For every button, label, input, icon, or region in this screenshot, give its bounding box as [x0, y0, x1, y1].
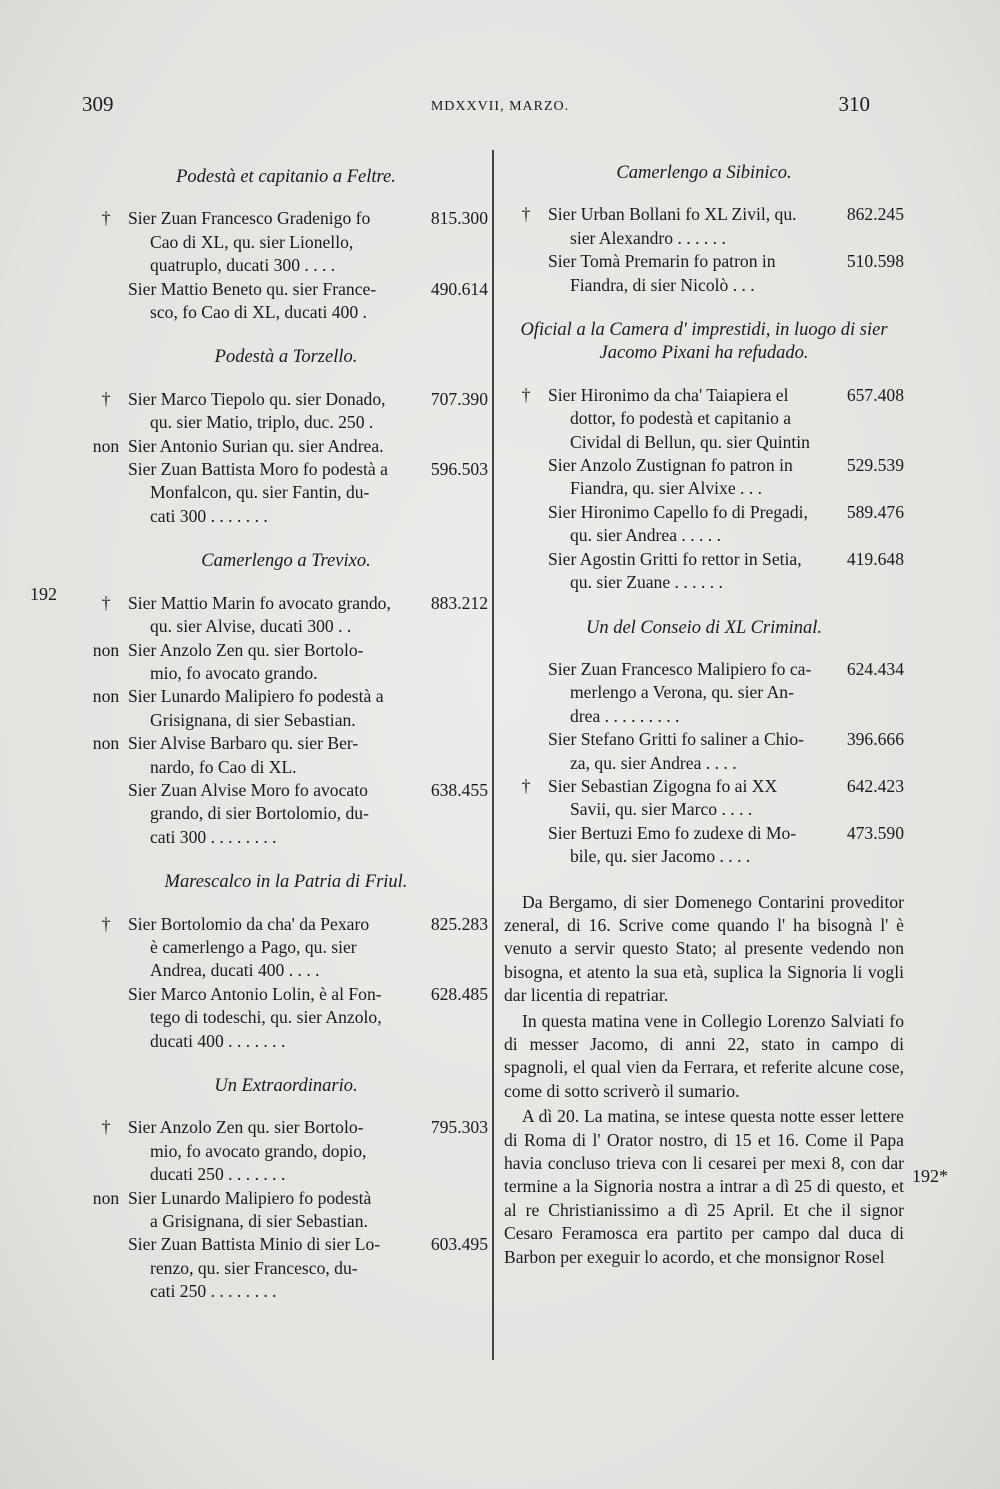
entry-line: qu. sier Matio, triplo, duc. 250 .	[150, 412, 374, 433]
entry-line: Sier Anzolo Zustignan fo patron in	[548, 455, 793, 476]
entry-line: Sier Anzolo Zen qu. sier Bortolo-	[128, 639, 364, 660]
entry-text	[128, 278, 427, 325]
entry-line: quatruplo, ducati 300 . . . .	[150, 255, 336, 276]
entry-line: Sier Zuan Battista Minio di sier Lo-	[128, 1234, 381, 1255]
entry-line: Sier Sebastian Zigogna fo ai XX	[548, 775, 778, 796]
entry-line: bile, qu. sier Jacomo . . . .	[570, 846, 751, 867]
entry-text	[128, 639, 488, 686]
entry-text	[128, 1116, 427, 1186]
entry-line: cati 300 . . . . . . .	[150, 505, 268, 526]
entry-line: Cao di XL, qu. sier Lionello,	[150, 231, 354, 252]
entry-list	[504, 203, 904, 297]
entry-list	[84, 592, 488, 849]
vote-count: 589.476	[846, 501, 904, 522]
narrative-paragraph: A dì 20. La matina, se intese questa notte esser lettere di Roma di l' Orator nostro, di 15 et 16. Come il Papa havia concluso trieva con li cesarei per mexi 8, con dar termine a la Signoria nostra a intrar a dì 25 di questo, et al re Christianissimo a dì 25 April. Et che il signor Cesaro Feramosca era partito per campo dal duca di Barbon per exeguir lo acordo, et che monsignor Rosel	[504, 1106, 904, 1267]
entry-line: tego di todeschi, qu. sier Anzolo,	[150, 1007, 382, 1028]
list-item	[84, 1187, 488, 1234]
section-heading: Podestà et capitanio a Feltre.	[176, 167, 396, 187]
list-section	[504, 617, 904, 869]
entry-text	[128, 1233, 427, 1303]
running-title: MDXXVII, MARZO.	[430, 99, 570, 114]
entry-list	[84, 388, 488, 528]
list-item	[84, 388, 488, 435]
entry-line: Grisignana, di sier Sebastian.	[150, 709, 356, 730]
vote-count: 795.303	[430, 1117, 488, 1138]
entry-text	[128, 779, 427, 849]
entry-line: Monfalcon, qu. sier Fantin, du-	[150, 482, 370, 503]
list-section	[504, 162, 904, 297]
entry-line: ducati 400 . . . . . . .	[150, 1030, 286, 1051]
list-item	[504, 728, 904, 775]
column-divider	[492, 150, 494, 1360]
entry-text	[128, 388, 427, 435]
list-item	[504, 250, 904, 297]
entry-line: Sier Marco Tiepolo qu. sier Donado,	[128, 388, 386, 409]
entry-line: dottor, fo podestà et capitanio a	[570, 408, 792, 429]
entry-marker: †	[101, 913, 111, 934]
entry-text	[548, 728, 843, 775]
entry-line: a Grisignana, di sier Sebastian.	[150, 1211, 368, 1232]
entry-line: grando, di sier Bortolomio, du-	[150, 803, 369, 824]
entry-line: Sier Zuan Francesco Gradenigo fo	[128, 208, 371, 229]
entry-text	[128, 435, 488, 458]
entry-line: Sier Anzolo Zen qu. sier Bortolo-	[128, 1117, 364, 1138]
list-item	[504, 548, 904, 595]
entry-line: Sier Alvise Barbaro qu. sier Ber-	[128, 733, 359, 754]
vote-count: 862.245	[846, 204, 904, 225]
entry-list	[504, 384, 904, 595]
list-item	[84, 592, 488, 639]
list-item	[84, 983, 488, 1053]
entry-text	[548, 203, 843, 250]
entry-text	[548, 822, 843, 869]
vote-count: 638.455	[430, 779, 488, 800]
entry-line: Sier Bertuzi Emo fo zudexe di Mo-	[548, 822, 797, 843]
entry-line: Sier Lunardo Malipiero fo podestà a	[128, 686, 384, 707]
list-item	[504, 658, 904, 728]
entry-line: Sier Mattio Marin fo avocato grando,	[128, 592, 391, 613]
entry-line: Sier Hironimo Capello fo di Pregadi,	[548, 501, 808, 522]
entry-line: Sier Stefano Gritti fo saliner a Chio-	[548, 729, 805, 750]
entry-line: mio, fo avocato grando.	[150, 662, 318, 683]
list-item	[84, 685, 488, 732]
entry-line: sier Alexandro . . . . . .	[570, 227, 726, 248]
entry-line: Andrea, ducati 400 . . . .	[150, 960, 320, 981]
entry-text	[548, 775, 843, 822]
vote-count: 642.423	[846, 775, 904, 796]
entry-line: qu. sier Andrea . . . . .	[570, 525, 721, 546]
list-section	[84, 346, 488, 528]
entry-marker: †	[521, 384, 531, 405]
entry-list	[84, 1116, 488, 1303]
entry-marker: †	[101, 592, 111, 613]
vote-count: 473.590	[846, 822, 904, 843]
vote-count: 596.503	[430, 459, 488, 480]
entry-text	[128, 732, 488, 779]
entry-line: Sier Zuan Battista Moro fo podestà a	[128, 459, 388, 480]
entry-line: Sier Zuan Francesco Malipiero fo ca-	[548, 658, 812, 679]
vote-count: 603.495	[430, 1234, 488, 1255]
entry-line: sco, fo Cao di XL, ducati 400 .	[150, 302, 367, 323]
list-item	[84, 732, 488, 779]
entry-line: Savii, qu. sier Marco . . . .	[570, 799, 753, 820]
entry-line: Fiandra, qu. sier Alvixe . . .	[570, 478, 763, 499]
entry-marker: †	[101, 208, 111, 229]
entry-text	[548, 454, 843, 501]
entry-line: renzo, qu. sier Francesco, du-	[150, 1257, 358, 1278]
vote-count: 825.283	[430, 913, 488, 934]
entry-line: Sier Marco Antonio Lolin, è al Fon-	[128, 983, 382, 1004]
list-item	[504, 203, 904, 250]
entry-line: Sier Bortolomio da cha' da Pexaro	[128, 913, 370, 934]
list-item	[84, 779, 488, 849]
section-heading: Oficial a la Camera d' imprestidi, in luogo di sier Jacomo Pixani ha refudado.	[520, 320, 888, 364]
entry-line: Sier Hironimo da cha' Taiapiera el	[548, 384, 789, 405]
entry-marker: †	[101, 1117, 111, 1138]
entry-marker: †	[521, 204, 531, 225]
entry-marker: non	[92, 435, 120, 456]
vote-count: 419.648	[846, 548, 904, 569]
list-item	[84, 639, 488, 686]
left-column	[84, 166, 488, 1326]
entry-line: qu. sier Zuane . . . . . .	[570, 572, 723, 593]
list-section	[504, 319, 904, 594]
entry-line: za, qu. sier Andrea . . . .	[570, 752, 737, 773]
right-margin-marker: 192*	[912, 1166, 948, 1186]
list-item	[504, 384, 904, 454]
entry-line: cati 300 . . . . . . . .	[150, 826, 277, 847]
list-item	[504, 501, 904, 548]
entry-text	[548, 548, 843, 595]
vote-count: 883.212	[430, 592, 488, 613]
vote-count: 707.390	[430, 388, 488, 409]
entry-list	[84, 913, 488, 1053]
vote-count: 490.614	[430, 278, 488, 299]
narrative-paragraph: Da Bergamo, di sier Domenego Contarini proveditor zeneral, di 16. Scrive come quando l' ha bisognà l' è venuto a servir questo Stato; al presente vedendo non bisogna, et atento la sua età, suplica la Signoria li vogli dar licentia di repatriar.	[504, 891, 904, 1006]
entry-line: è camerlengo a Pago, qu. sier	[150, 936, 357, 957]
entry-marker: non	[92, 686, 120, 707]
section-heading: Un del Conseio di XL Criminal.	[585, 617, 823, 638]
vote-count: 815.300	[430, 208, 488, 229]
vote-count: 529.539	[846, 455, 904, 476]
entry-text	[128, 1187, 488, 1234]
list-item	[84, 278, 488, 325]
right-column	[504, 162, 904, 1271]
entry-line: Sier Agostin Gritti fo rettor in Setia,	[548, 548, 802, 569]
entry-list	[84, 207, 488, 324]
vote-count: 624.434	[846, 658, 904, 679]
entry-line: drea . . . . . . . . .	[570, 705, 680, 726]
vote-count: 628.485	[430, 983, 488, 1004]
entry-text	[128, 592, 427, 639]
list-item	[504, 775, 904, 822]
entry-text	[548, 384, 843, 454]
entry-line: merlengo a Verona, qu. sier An-	[570, 682, 794, 703]
list-item	[84, 458, 488, 528]
entry-line: ducati 250 . . . . . . .	[150, 1164, 286, 1185]
entry-text	[128, 207, 427, 277]
entry-line: cati 250 . . . . . . . .	[150, 1281, 277, 1302]
page-number-right: 310	[838, 92, 870, 116]
entry-line: qu. sier Alvise, ducati 300 . .	[150, 616, 352, 637]
section-heading: Podestà a Torzello.	[214, 347, 358, 368]
entry-line: Cividal di Bellun, qu. sier Quintin	[570, 431, 810, 452]
entry-text	[548, 501, 843, 548]
list-item	[84, 207, 488, 277]
entry-text	[128, 685, 488, 732]
entry-marker: non	[92, 639, 120, 660]
entry-text	[128, 458, 427, 528]
entry-line: Sier Antonio Surian qu. sier Andrea.	[128, 435, 384, 456]
entry-line: nardo, fo Cao di XL.	[150, 756, 297, 777]
section-heading: Marescalco in la Patria di Friul.	[164, 872, 408, 893]
entry-text	[548, 658, 843, 728]
entry-line: Sier Zuan Alvise Moro fo avocato	[128, 779, 368, 800]
left-margin-marker: 192	[30, 584, 57, 604]
list-item	[84, 1233, 488, 1303]
entry-text	[128, 983, 427, 1053]
entry-text	[548, 250, 843, 297]
vote-count: 396.666	[846, 729, 904, 750]
entry-list	[504, 658, 904, 869]
list-item	[84, 913, 488, 983]
list-section	[84, 871, 488, 1053]
section-heading: Un Extraordinario.	[214, 1076, 358, 1096]
entry-line: Sier Tomà Premarin fo patron in	[548, 251, 776, 272]
list-section	[84, 1075, 488, 1304]
list-item	[504, 454, 904, 501]
list-item	[504, 822, 904, 869]
list-item	[84, 435, 488, 458]
vote-count: 657.408	[846, 384, 904, 405]
entry-marker: non	[92, 1187, 120, 1208]
vote-count: 510.598	[846, 251, 904, 272]
page-number-left: 309	[82, 92, 114, 116]
entry-marker: †	[521, 775, 531, 796]
entry-line: Sier Urban Bollani fo XL Zivil, qu.	[548, 204, 797, 225]
entry-line: Sier Lunardo Malipiero fo podestà	[128, 1187, 372, 1208]
list-section	[84, 166, 488, 324]
section-heading: Camerlengo a Trevixo.	[201, 551, 371, 572]
entry-text	[128, 913, 427, 983]
narrative-paragraph: In questa matina vene in Collegio Lorenzo Salviati fo di messer Jacomo, di anni 22, stato in campo di spagnoli, el qual vien da Ferrara, et referite alcune cose, come di sotto scriverò il sumario.	[504, 1010, 904, 1101]
entry-line: mio, fo avocato grando, dopio,	[150, 1140, 367, 1161]
section-heading: Camerlengo a Sibinico.	[616, 163, 792, 183]
entry-marker: non	[92, 733, 120, 754]
entry-line: Fiandra, di sier Nicolò . . .	[570, 274, 755, 295]
entry-line: Sier Mattio Beneto qu. sier France-	[128, 278, 377, 299]
entry-marker: †	[101, 388, 111, 409]
list-item	[84, 1116, 488, 1186]
list-section	[84, 550, 488, 849]
